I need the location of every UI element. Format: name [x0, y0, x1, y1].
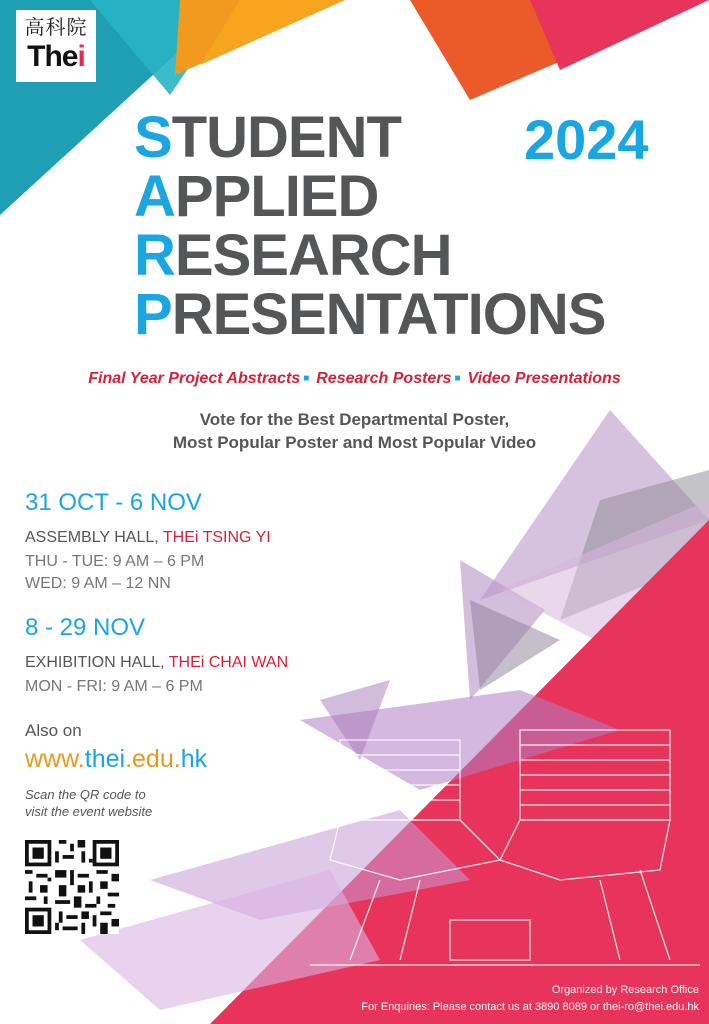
session1-dates: 31 OCT - 6 NOV: [25, 489, 202, 516]
session2-venue-campus: THEi CHAI WAN: [168, 654, 289, 671]
url-dot-3: .: [173, 745, 181, 773]
scan-note: [25, 786, 152, 820]
session2-hours-line-1: MON - FRI: 9 AM – 6 PM: [25, 678, 203, 695]
title-year: 2024: [524, 108, 649, 171]
title-rest-presentations: RESENTATIONS: [171, 282, 606, 347]
separator-icon: ■: [303, 373, 310, 385]
separator-icon: ■: [454, 373, 461, 385]
title-cap-r: R: [134, 223, 175, 288]
session2-venue: [25, 654, 288, 672]
title-cap-a: A: [134, 164, 175, 229]
session1-venue-hall: ASSEMBLY HALL,: [25, 529, 163, 546]
content-type-videos: Video Presentations: [467, 370, 621, 387]
session1-hours-line-2: WED: 9 AM – 12 NN: [25, 575, 171, 592]
session1-venue: [25, 529, 271, 547]
url-part-thei: thei: [84, 745, 126, 773]
title-cap-p: P: [134, 282, 172, 347]
qr-code-icon[interactable]: [25, 840, 119, 934]
vote-line-2: Most Popular Poster and Most Popular Video: [172, 433, 537, 452]
session1-hours: [25, 551, 204, 595]
url-part-www: www: [25, 745, 78, 773]
vote-callout: [0, 408, 709, 454]
logo-latin-accent: i: [77, 40, 85, 73]
footer: [361, 982, 699, 1016]
thei-logo: [16, 10, 96, 82]
vote-line-1: Vote for the Best Departmental Poster,: [199, 410, 510, 429]
content-types: [0, 370, 709, 388]
title-rest-student: TUDENT: [171, 105, 401, 170]
url-part-edu: edu: [132, 745, 174, 773]
title-line-student: [134, 105, 401, 170]
scan-note-line-2: visit the event website: [25, 804, 153, 819]
session2-hours: [25, 676, 203, 698]
footer-organizer: Organized by Research Office: [551, 984, 699, 996]
session2-venue-hall: EXHIBITION HALL,: [25, 654, 169, 671]
scan-note-line-1: Scan the QR code to: [25, 787, 146, 802]
title-line-research: [134, 223, 452, 288]
content-type-posters: Research Posters: [316, 370, 452, 387]
session1-venue-campus: THEi TSING YI: [162, 529, 271, 546]
url-part-hk: hk: [180, 745, 208, 773]
also-on-label: Also on: [25, 721, 82, 740]
session1-hours-line-1: THU - TUE: 9 AM – 6 PM: [25, 553, 205, 570]
title-cap-s: S: [134, 105, 172, 170]
logo-latin: [16, 40, 96, 74]
title-line-applied: [134, 164, 379, 229]
title-rest-applied: PPLIED: [174, 164, 379, 229]
title-rest-research: ESEARCH: [174, 223, 452, 288]
red-shape: [530, 0, 709, 70]
session2-dates: 8 - 29 NOV: [25, 614, 146, 641]
logo-chinese: 高科院: [24, 15, 88, 39]
website-link[interactable]: [25, 745, 207, 774]
footer-enquiries: For Enquiries: Please contact us at 3890 8089 or thei-ro@thei.edu.hk: [361, 1001, 699, 1013]
content-type-abstracts: Final Year Project Abstracts: [88, 370, 301, 387]
url-dot-1: .: [77, 745, 85, 773]
logo-latin-main: The: [27, 40, 78, 73]
title-line-presentations: [134, 282, 606, 347]
url-dot-2: .: [125, 745, 133, 773]
